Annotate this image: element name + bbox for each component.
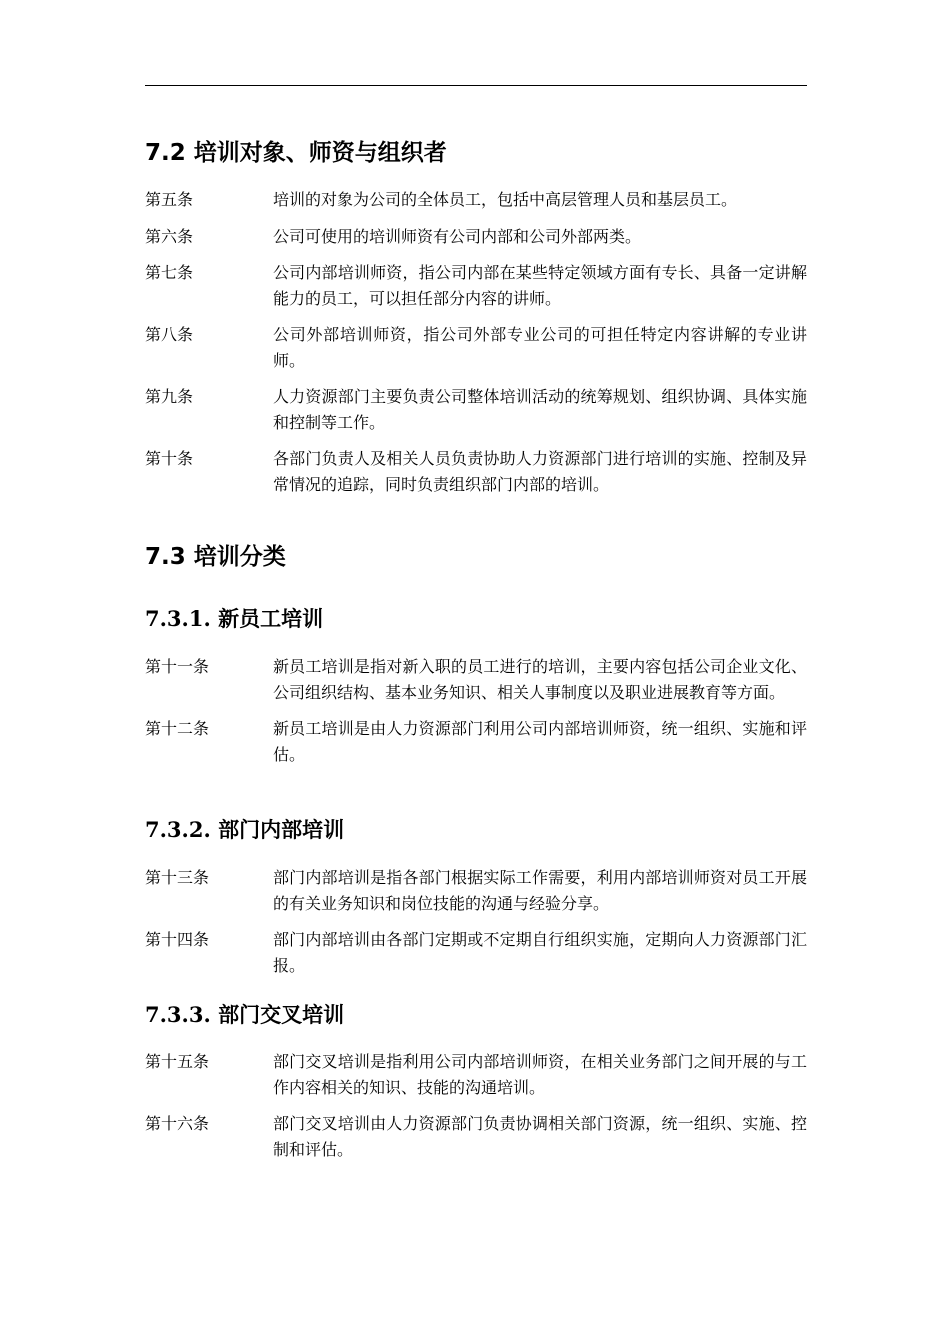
clause-number: 第十四条 — [145, 930, 210, 949]
clause-text: 公司可使用的培训师资有公司内部和公司外部两类。 — [273, 227, 642, 246]
clause-10 — [145, 446, 807, 498]
clause-text: 部门内部培训由各部门定期或不定期自行组织实施，定期向人力资源部门汇报。 — [273, 930, 807, 975]
clause-15 — [145, 1049, 807, 1101]
clause-6 — [145, 224, 807, 250]
header-rule — [145, 85, 807, 86]
section-heading-7-2: 7.2 培训对象、师资与组织者 — [145, 140, 447, 166]
clause-number: 第八条 — [145, 325, 194, 344]
clause-text: 公司外部培训师资，指公司外部专业公司的可担任特定内容讲解的专业讲师。 — [273, 325, 807, 370]
clause-16 — [145, 1111, 807, 1163]
clause-text: 新员工培训是指对新入职的员工进行的培训，主要内容包括公司企业文化、公司组织结构、基本业务知识、相关人事制度以及职业进展教育等方面。 — [273, 657, 807, 702]
clause-number: 第五条 — [145, 190, 194, 209]
clause-list-7-2 — [145, 187, 807, 498]
clause-5 — [145, 187, 807, 213]
clause-number: 第九条 — [145, 387, 194, 406]
clause-list-7-3-3 — [145, 1049, 807, 1163]
section-heading-7-3-1: 7.3.1. 新员工培训 — [145, 606, 324, 631]
clause-8 — [145, 322, 807, 374]
clause-number: 第六条 — [145, 227, 194, 246]
clause-number: 第十六条 — [145, 1114, 210, 1133]
clause-text: 培训的对象为公司的全体员工，包括中高层管理人员和基层员工。 — [273, 190, 738, 209]
clause-13 — [145, 865, 807, 917]
section-heading-7-3-3: 7.3.3. 部门交叉培训 — [145, 1002, 345, 1027]
clause-number: 第十五条 — [145, 1052, 210, 1071]
clause-list-7-3-1 — [145, 654, 807, 768]
clause-11 — [145, 654, 807, 706]
clause-number: 第七条 — [145, 263, 194, 282]
clause-text: 新员工培训是由人力资源部门利用公司内部培训师资，统一组织、实施和评估。 — [273, 719, 807, 764]
clause-9 — [145, 384, 807, 436]
clause-number: 第十二条 — [145, 719, 210, 738]
clause-text: 部门交叉培训是指利用公司内部培训师资，在相关业务部门之间开展的与工作内容相关的知识、技能的沟通培训。 — [273, 1052, 807, 1097]
clause-text: 人力资源部门主要负责公司整体培训活动的统筹规划、组织协调、具体实施和控制等工作。 — [273, 387, 807, 432]
clause-number: 第十一条 — [145, 657, 210, 676]
clause-text: 各部门负责人及相关人员负责协助人力资源部门进行培训的实施、控制及异常情况的追踪，同时负责组织部门内部的培训。 — [273, 449, 807, 494]
clause-number: 第十三条 — [145, 868, 210, 887]
clause-text: 公司内部培训师资，指公司内部在某些特定领域方面有专长、具备一定讲解能力的员工，可以担任部分内容的讲师。 — [273, 263, 807, 308]
clause-12 — [145, 716, 807, 768]
clause-list-7-3-2 — [145, 865, 807, 979]
clause-14 — [145, 927, 807, 979]
section-heading-7-3-2: 7.3.2. 部门内部培训 — [145, 817, 345, 842]
clause-text: 部门交叉培训由人力资源部门负责协调相关部门资源，统一组织、实施、控制和评估。 — [273, 1114, 807, 1159]
clause-number: 第十条 — [145, 449, 194, 468]
clause-text: 部门内部培训是指各部门根据实际工作需要，利用内部培训师资对员工开展的有关业务知识和岗位技能的沟通与经验分享。 — [273, 868, 807, 913]
section-heading-7-3: 7.3 培训分类 — [145, 544, 286, 570]
clause-7 — [145, 260, 807, 312]
